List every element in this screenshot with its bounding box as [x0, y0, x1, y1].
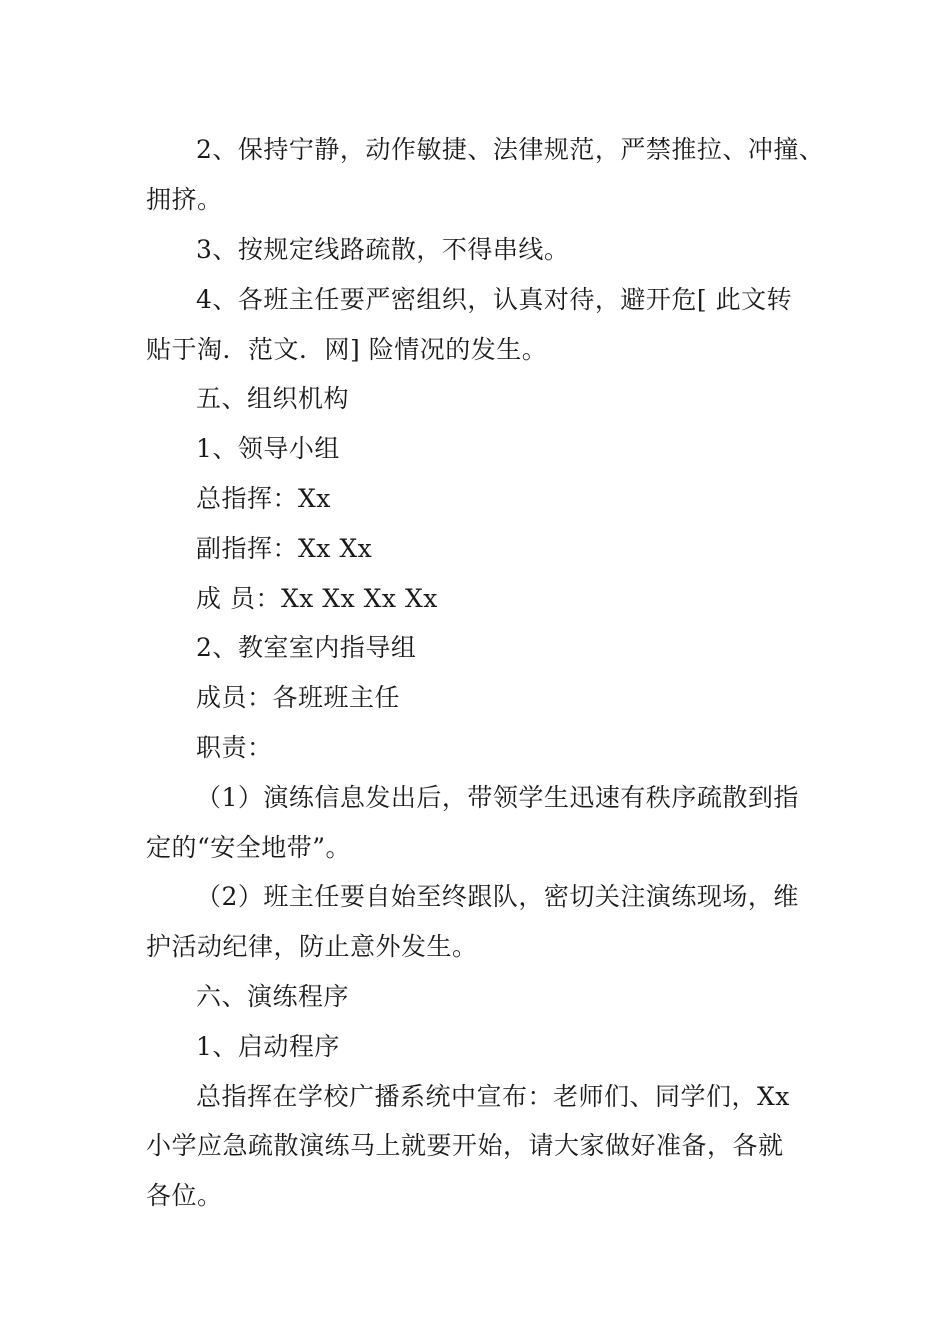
paragraph-line: 小学应急疏散演练马上就要开始，请大家做好准备，各就	[146, 1131, 784, 1160]
paragraph-line: 贴于淘．范文．网] 险情况的发生。	[146, 335, 548, 364]
paragraph-line: 各位。	[146, 1181, 223, 1210]
subsection-heading: 2、教室室内指导组	[196, 633, 417, 662]
paragraph-line: 职责：	[196, 733, 273, 762]
paragraph-line: 拥挤。	[146, 185, 223, 214]
paragraph-line: 护活动纪律，防止意外发生。	[146, 932, 478, 961]
paragraph-line: 3、按规定线路疏散，不得串线。	[196, 235, 570, 264]
subsection-heading: 1、启动程序	[196, 1032, 340, 1061]
paragraph-line: （1）演练信息发出后，带领学生迅速有秩序疏散到指	[196, 783, 799, 812]
paragraph-line: 4、各班主任要严密组织，认真对待，避开危[ 此文转	[196, 285, 793, 314]
section-heading: 六、演练程序	[196, 982, 350, 1011]
paragraph-line: 成员：各班班主任	[196, 683, 401, 712]
paragraph-line: （2）班主任要自始至终跟队，密切关注演练现场，维	[196, 882, 799, 911]
subsection-heading: 1、领导小组	[196, 434, 340, 463]
paragraph-line: 总指挥：Xx	[196, 484, 331, 513]
paragraph-line: 总指挥在学校广播系统中宣布：老师们、同学们，Xx	[196, 1082, 790, 1111]
section-heading: 五、组织机构	[196, 384, 350, 413]
paragraph-line: 副指挥：Xx Xx	[196, 534, 373, 563]
paragraph-line: 2、保持宁静，动作敏捷、法律规范，严禁推拉、冲撞、	[196, 135, 825, 164]
paragraph-line: 成 员：Xx Xx Xx Xx	[196, 584, 438, 613]
paragraph-line: 定的“安全地带”。	[146, 833, 352, 862]
